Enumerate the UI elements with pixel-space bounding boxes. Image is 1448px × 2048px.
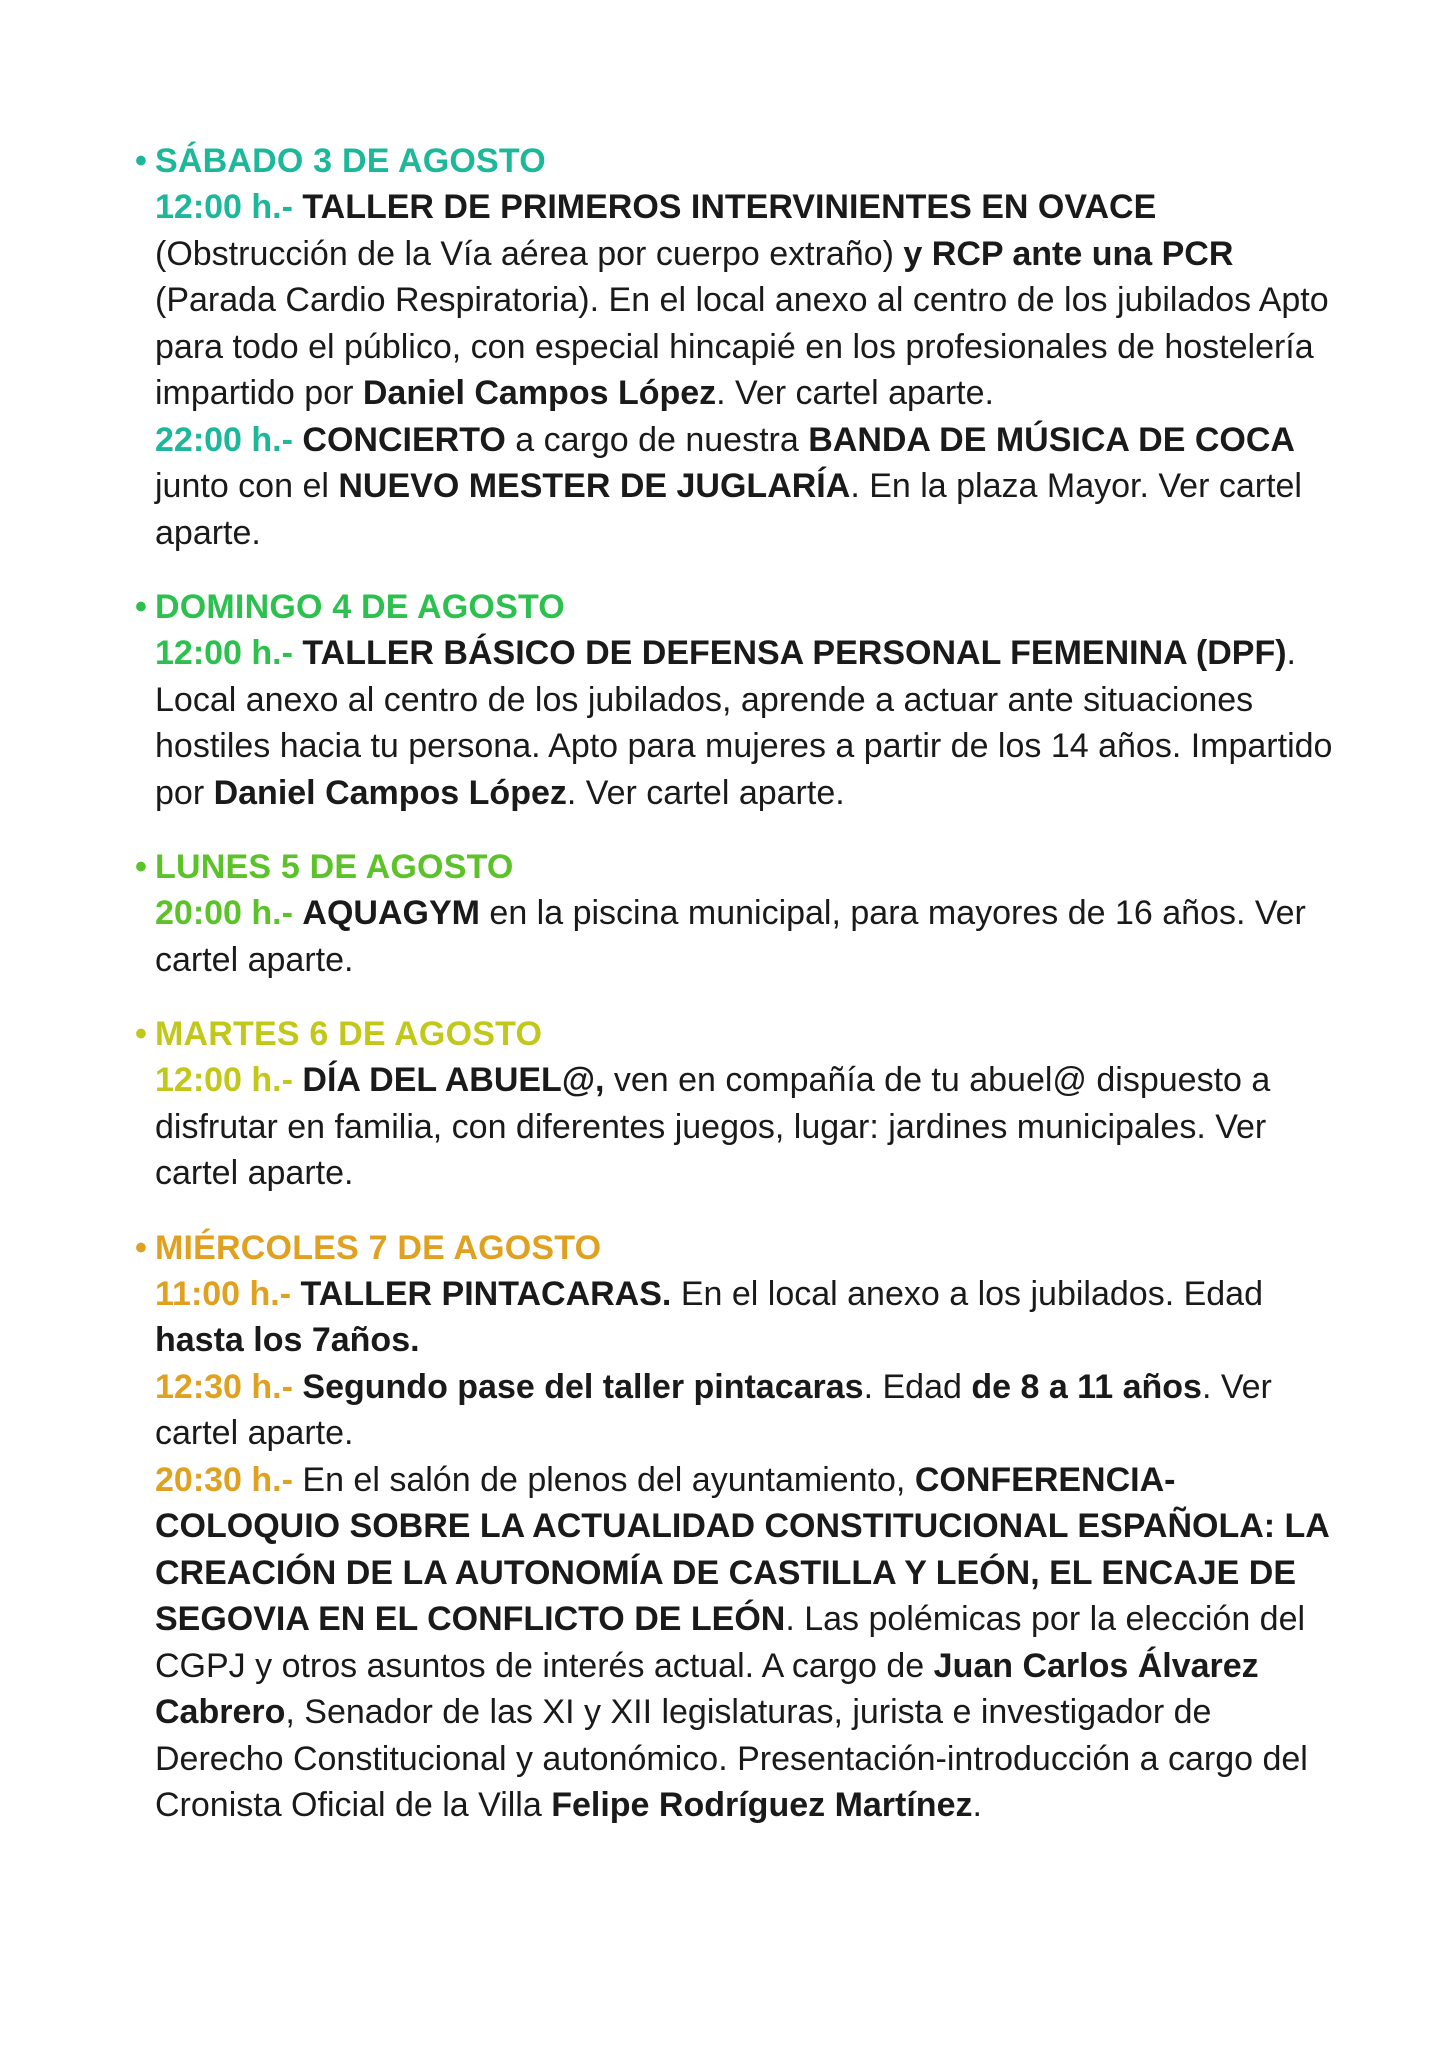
day-section — [135, 1225, 1345, 1829]
event-highlight: Felipe Rodríguez Martínez — [551, 1786, 973, 1824]
event-entry — [135, 184, 1345, 417]
event-text: . — [972, 1786, 982, 1824]
event-text: (Obstrucción de la Vía aérea por cuerpo extraño) — [155, 234, 904, 273]
event-time: 12:00 h.- — [155, 634, 293, 672]
day-section — [135, 1011, 1345, 1197]
day-heading — [135, 1011, 1345, 1057]
event-highlight: Juan Carlos Álvarez Cabrero — [155, 1646, 1259, 1731]
event-entry — [135, 1364, 1345, 1457]
event-highlight: NUEVO MESTER DE JUGLARÍA — [338, 467, 851, 505]
event-text — [291, 1275, 300, 1313]
event-entry — [135, 1457, 1345, 1829]
event-highlight: AQUAGYM — [302, 894, 480, 932]
day-section — [135, 138, 1345, 556]
event-time: 20:30 h.- — [155, 1460, 293, 1499]
bullet-icon: • — [135, 1015, 148, 1053]
event-entry — [135, 630, 1345, 816]
event-text — [293, 1368, 302, 1406]
bullet-icon: • — [135, 588, 148, 626]
day-heading — [135, 1225, 1345, 1271]
event-text: en la piscina municipal, para mayores de 16 años. Ver cartel aparte. — [155, 894, 1306, 979]
event-text: . Ver cartel aparte. — [716, 374, 994, 412]
event-text: a cargo de nuestra — [505, 420, 809, 459]
event-text: En el salón de plenos del ayuntamiento, — [292, 1460, 915, 1499]
day-section — [135, 584, 1345, 816]
event-text: , Senador de las XI y XII legislaturas, jurista e investigador de Derecho Constitucional y autonómico. Presentación-introducción a cargo del Cronista Oficial de la Villa — [155, 1693, 1308, 1824]
event-text — [293, 894, 302, 932]
event-highlight: Daniel Campos López — [213, 773, 567, 812]
event-text: . Las polémicas por la elección del CGPJ y otros asuntos de interés actual. A cargo de — [155, 1600, 1306, 1685]
day-heading — [135, 138, 1345, 184]
day-heading — [135, 584, 1345, 630]
event-time: 20:00 h.- — [155, 894, 293, 932]
event-time: 11:00 h.- — [155, 1274, 292, 1313]
event-highlight: Daniel Campos López — [362, 374, 717, 412]
event-highlight: y RCP ante una PCR — [903, 234, 1234, 273]
day-title: MARTES 6 DE AGOSTO — [155, 1015, 543, 1053]
event-highlight: TALLER BÁSICO DE DEFENSA PERSONAL FEMENINA (DPF) — [302, 634, 1287, 672]
event-entry — [135, 417, 1345, 557]
day-title: LUNES 5 DE AGOSTO — [155, 848, 514, 886]
day-title: SÁBADO 3 DE AGOSTO — [155, 142, 546, 180]
day-title: DOMINGO 4 DE AGOSTO — [155, 588, 565, 626]
event-text: En el local anexo a los jubilados. Edad — [671, 1274, 1263, 1313]
event-text: . En la plaza Mayor. Ver cartel aparte. — [155, 467, 1302, 552]
event-text: ven en compañía de tu abuel@ dispuesto a disfrutar en familia, con diferentes juegos, lugar: jardines municipales. Ver cartel aparte. — [155, 1061, 1271, 1192]
day-heading — [135, 844, 1345, 890]
event-text: . Edad — [863, 1367, 972, 1406]
event-highlight: de 8 a 11 años — [971, 1367, 1202, 1406]
event-entry — [135, 1271, 1345, 1364]
event-time: 22:00 h.- — [155, 420, 293, 459]
event-highlight: CONCIERTO — [302, 420, 506, 459]
bullet-icon: • — [135, 142, 148, 180]
event-entry — [135, 1057, 1345, 1197]
event-time: 12:00 h.- — [155, 188, 293, 226]
event-text: junto con el — [155, 467, 339, 505]
program-page — [135, 138, 1345, 1857]
event-text — [293, 1061, 302, 1099]
event-highlight: hasta los 7años. — [155, 1321, 420, 1359]
event-highlight: Segundo pase del taller pintacaras — [302, 1367, 864, 1406]
bullet-icon: • — [135, 848, 148, 886]
event-time: 12:00 h.- — [155, 1061, 293, 1099]
day-title: MIÉRCOLES 7 DE AGOSTO — [155, 1228, 602, 1267]
event-text: . Local anexo al centro de los jubilados, aprende a actuar ante situaciones hostiles hacia tu persona. Apto para mujeres a partir de los 14 años. Impartido por — [155, 634, 1333, 812]
event-highlight: TALLER DE PRIMEROS INTERVINIENTES EN OVACE — [302, 188, 1157, 226]
event-highlight: BANDA DE MÚSICA DE COCA — [808, 420, 1295, 459]
event-time: 12:30 h.- — [155, 1367, 293, 1406]
event-text — [293, 634, 302, 672]
day-section — [135, 844, 1345, 983]
event-highlight: DÍA DEL ABUEL@, — [302, 1061, 605, 1099]
event-text: . Ver cartel aparte. — [566, 773, 845, 812]
event-highlight: CONFERENCIA-COLOQUIO SOBRE LA ACTUALIDAD CONSTITUCIONAL ESPAÑOLA: LA CREACIÓN DE LA AUTONOMÍA DE CASTILLA Y LEÓN, EL ENCAJE DE SEGOVIA EN EL CONFLICTO DE LEÓN — [155, 1460, 1329, 1638]
event-text: . Ver cartel aparte. — [155, 1367, 1272, 1452]
bullet-icon: • — [135, 1228, 148, 1267]
event-highlight: TALLER PINTACARAS. — [300, 1274, 672, 1313]
event-text — [293, 188, 302, 226]
event-entry — [135, 890, 1345, 983]
event-text — [293, 421, 302, 459]
event-text: (Parada Cardio Respiratoria). En el local anexo al centro de los jubilados Apto para todo el público, con especial hincapié en los profesionales de hostelería impartido por — [155, 281, 1329, 412]
